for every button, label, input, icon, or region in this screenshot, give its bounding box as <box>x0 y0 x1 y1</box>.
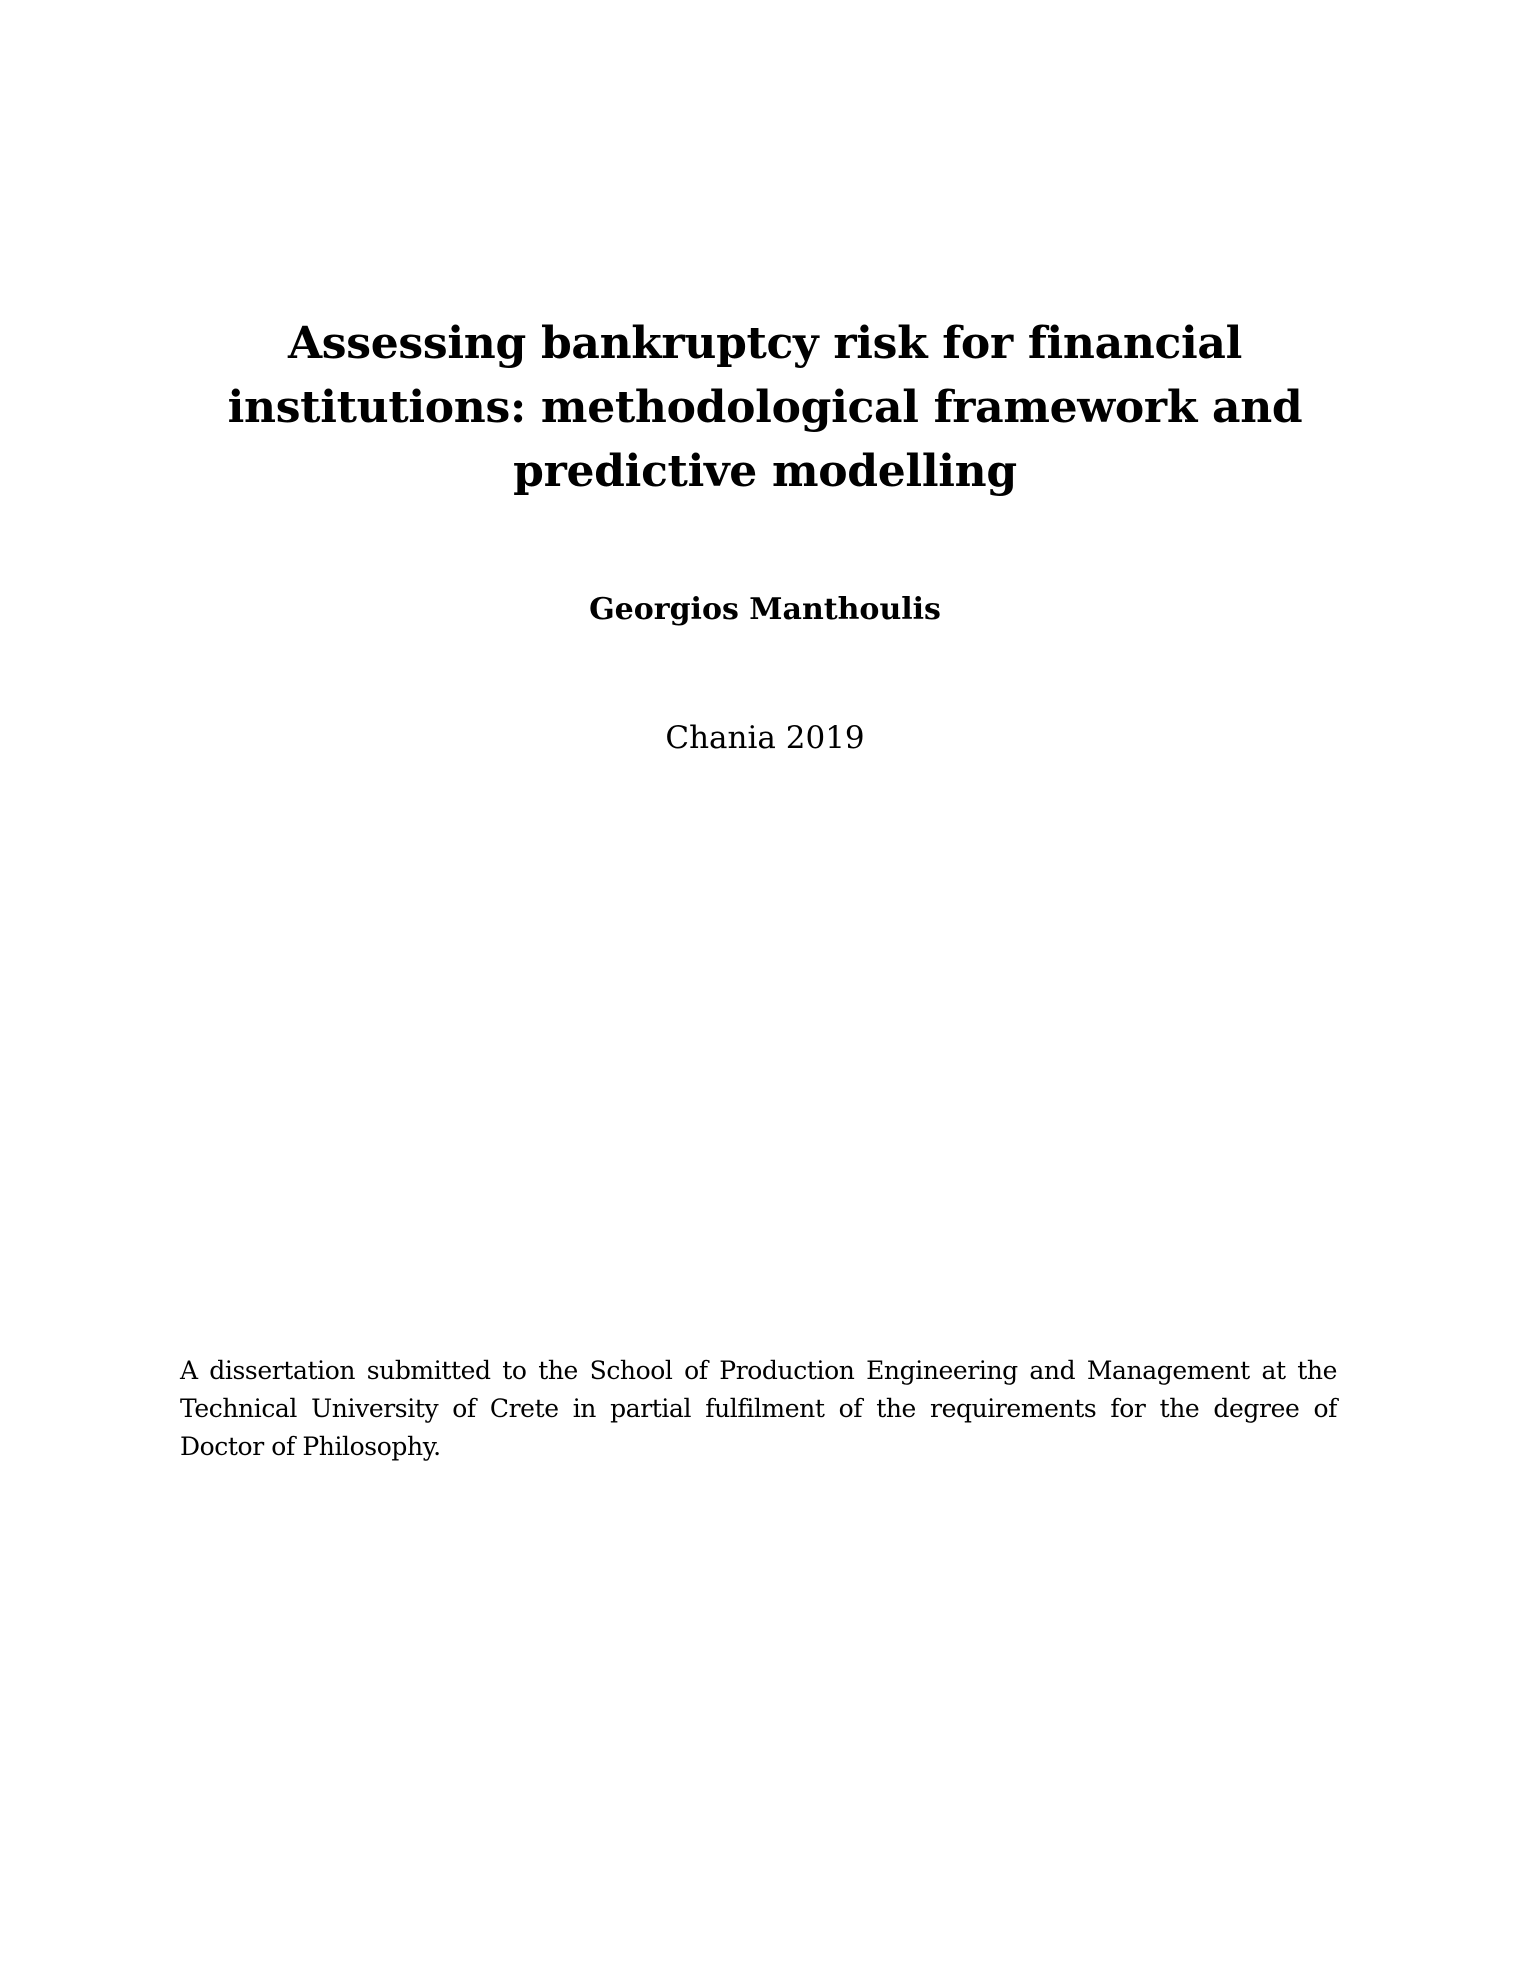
dissertation-title <box>200 312 1330 504</box>
submission-statement: A dissertation submitted to the School of Production Engineering and Management at the Technical University of Crete in partial fulfilment of the requirements for the degree of Doctor of Philosophy. <box>180 1356 1337 1461</box>
author-name: Georgios Manthoulis <box>589 592 941 627</box>
title-line-2: institutions: methodological framework and <box>227 382 1303 433</box>
title-line-3: predictive modelling <box>513 446 1017 497</box>
title-line-1: Assessing bankruptcy risk for financial <box>287 318 1243 369</box>
place-and-year: Chania 2019 <box>665 720 865 756</box>
